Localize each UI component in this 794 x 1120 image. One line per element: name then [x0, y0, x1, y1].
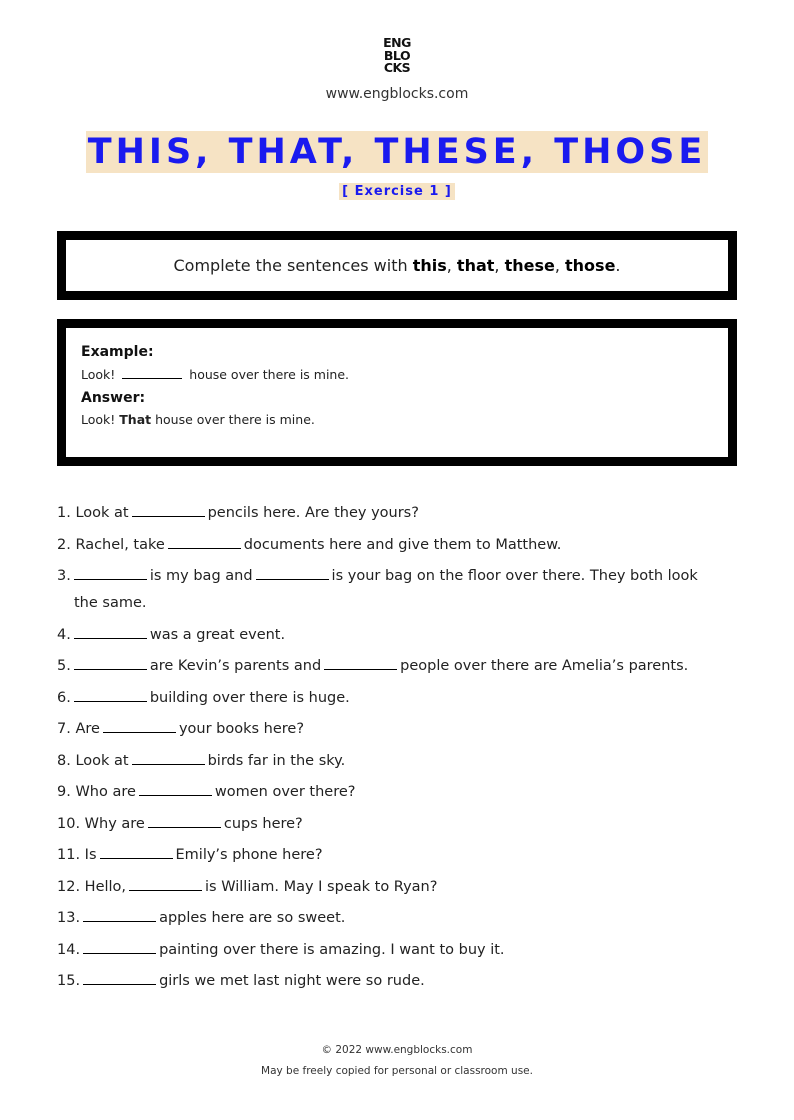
question-item [57, 878, 737, 897]
question-text: your books here? [178, 721, 305, 737]
question-text: 10. Why are [57, 815, 145, 832]
copyright: © 2022 www.engblocks.com [321, 1044, 473, 1056]
answer-blank[interactable] [83, 941, 156, 954]
page-title: THIS, THAT, THESE, THOSE [87, 132, 707, 172]
answer-blank[interactable] [83, 972, 156, 985]
keyword: these [504, 256, 555, 275]
answer-blank[interactable] [139, 783, 212, 796]
question-text: 3. [57, 568, 71, 584]
question-item [57, 972, 737, 991]
answer-blank[interactable] [74, 567, 147, 580]
question-text: is your bag on the floor over there. They both look [331, 568, 698, 584]
question-text: 6. [57, 689, 71, 706]
question-text: 9. Who are [57, 784, 136, 800]
example-heading: Example: [81, 344, 154, 360]
question-text: 11. Is [57, 847, 97, 863]
example-text: Look! [81, 367, 116, 382]
question-text: was a great event. [149, 626, 286, 643]
answer-blank[interactable] [83, 909, 156, 922]
keyword: those [565, 256, 616, 275]
answer-text: house over there is mine. [155, 412, 315, 427]
question-text: is William. May I speak to Ryan? [205, 878, 438, 895]
keyword: that [456, 256, 495, 275]
question-text: cups here? [223, 815, 303, 832]
logo-line: ENG [383, 35, 411, 50]
separator: , [554, 256, 566, 275]
question-item [57, 720, 737, 739]
logo-line: CKS [383, 60, 411, 75]
question-text: 12. Hello, [57, 878, 127, 895]
question-text: is my bag and [149, 568, 253, 584]
question-item [57, 567, 737, 613]
answer-word: That [119, 412, 152, 427]
exercise-label: [ Exercise 1 ] [339, 183, 455, 200]
question-text: building over there is huge. [149, 689, 350, 706]
question-text: painting over there is amazing. I want to buy it. [159, 941, 505, 958]
answer-blank[interactable] [74, 626, 147, 639]
answer-blank[interactable] [132, 504, 205, 517]
question-text: women over there? [214, 784, 356, 800]
question-item [57, 783, 737, 802]
question-item [57, 941, 737, 960]
answer-blank[interactable] [148, 815, 221, 828]
answer-blank[interactable] [74, 657, 147, 670]
answer-blank[interactable] [100, 846, 173, 859]
answer-blank[interactable] [256, 567, 329, 580]
question-text: birds far in the sky. [207, 752, 346, 769]
question-text: 8. Look at [57, 752, 129, 769]
instruction-box [57, 231, 737, 300]
question-text: 2. Rachel, take [57, 536, 165, 553]
question-text: documents here and give them to Matthew. [243, 536, 562, 553]
question-item [57, 536, 737, 555]
question-text: 15. [57, 973, 81, 989]
example-sentence [81, 366, 728, 383]
answer-heading: Answer: [81, 390, 146, 406]
question-text: pencils here. Are they yours? [207, 505, 419, 521]
separator: , [446, 256, 457, 275]
answer-blank[interactable] [132, 752, 205, 765]
answer-blank[interactable] [103, 720, 176, 733]
question-list [57, 504, 737, 1004]
answer-blank[interactable] [122, 366, 182, 379]
question-item [57, 689, 737, 708]
question-item [57, 752, 737, 771]
question-text: 1. Look at [57, 505, 129, 521]
engblocks-logo [0, 37, 794, 75]
instruction-text: Complete the sentences with [173, 256, 413, 275]
separator: , [494, 256, 505, 275]
example-box [57, 319, 737, 466]
question-text: 13. [57, 910, 81, 926]
question-text: apples here are so sweet. [159, 910, 346, 926]
answer-blank[interactable] [129, 878, 202, 891]
question-text: 14. [57, 941, 81, 958]
separator: . [615, 256, 621, 275]
question-text: are Kevin’s parents and [149, 658, 322, 674]
site-url[interactable]: www.engblocks.com [325, 86, 469, 102]
question-text: 7. Are [57, 721, 100, 737]
answer-blank[interactable] [324, 657, 397, 670]
question-item [57, 626, 737, 645]
example-text: house over there is mine. [189, 367, 350, 382]
question-text: girls we met last night were so rude. [159, 973, 425, 989]
answer-sentence [81, 412, 728, 428]
question-text: people over there are Amelia’s parents. [400, 658, 689, 674]
answer-blank[interactable] [168, 536, 241, 549]
answer-blank[interactable] [74, 689, 147, 702]
answer-text: Look! [81, 412, 116, 427]
logo-line: BLO [383, 47, 411, 63]
question-item [57, 504, 737, 523]
question-item [57, 909, 737, 928]
question-text: 4. [57, 626, 71, 643]
question-item [57, 657, 737, 676]
keyword: this [412, 256, 447, 275]
usage-note: May be freely copied for personal or classroom use. [261, 1065, 533, 1077]
question-text: 5. [57, 658, 71, 674]
question-text: Emily’s phone here? [175, 847, 323, 863]
question-text: the same. [74, 595, 147, 611]
question-item [57, 846, 737, 865]
question-item [57, 815, 737, 834]
